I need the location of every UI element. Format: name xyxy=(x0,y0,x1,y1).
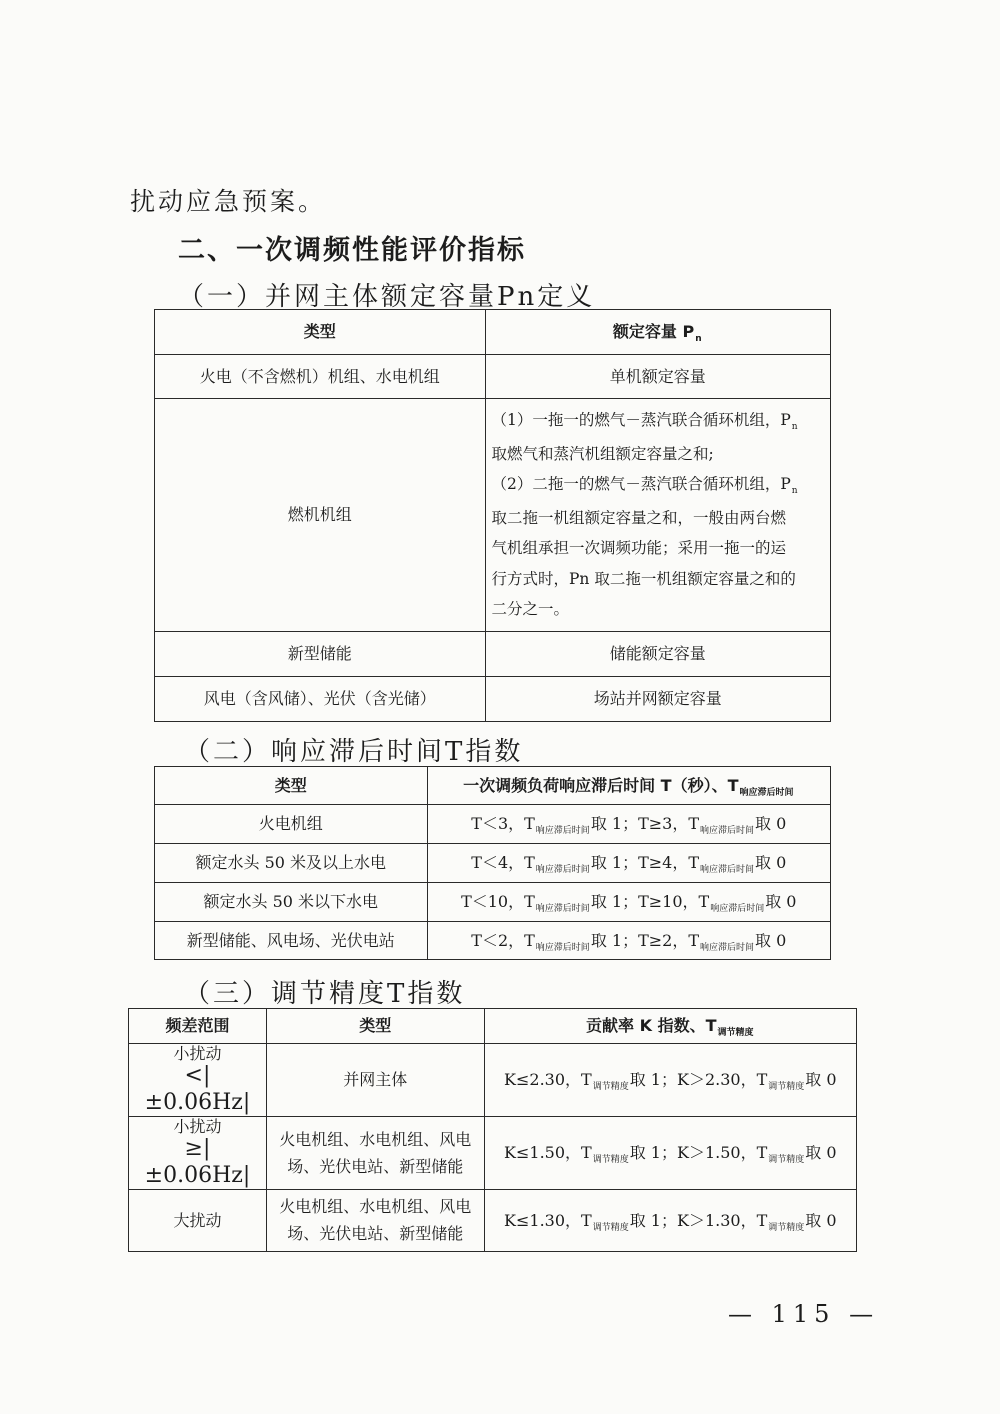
row-capacity-description: （1）一拖一的燃气－蒸汽联合循环机组，$P_n$ 取燃气和蒸汽机组额定容量之和; （2）二拖一的燃气－蒸汽联合循环机组，$P_n$ 取二拖一机组额定容量之和，一般由两台燃 气机组承担一次调频功能；采用一拖一的运 行方式时，Pn 取二拖一机组额定容量之和的 二分之一。 xyxy=(485,399,831,632)
table2-heading: （二）响应滞后时间T指数 xyxy=(184,737,524,767)
row-rule: T＜4，$T_{响应滞后时间}$取 1；T≥4，$T_{响应滞后时间}$取 0 xyxy=(427,844,830,883)
row-type: 火电（不含燃机）机组、水电机组 xyxy=(155,355,486,399)
row-type: 额定水头 50 米及以上水电 xyxy=(155,844,428,883)
row-range: 小扰动 <|±0.06Hz| xyxy=(129,1044,267,1117)
row-range: 大扰动 xyxy=(129,1189,267,1251)
table-header-row xyxy=(129,1009,857,1044)
header-lag: 一次调频负荷响应滞后时间 T（秒）、$T_{响应滞后时间}$ xyxy=(427,767,830,805)
row-rule: T＜10，$T_{响应滞后时间}$取 1；T≥10，$T_{响应滞后时间}$取 0 xyxy=(427,883,830,922)
table-row xyxy=(155,676,831,721)
row-rule: K≤1.30，$T_{调节精度}$取 1；K＞1.30，$T_{调节精度}$取 0 xyxy=(484,1189,856,1251)
row-type: 火电机组、水电机组、风电 场、光伏电站、新型储能 xyxy=(266,1189,484,1251)
row-rule: T＜2，$T_{响应滞后时间}$取 1；T≥2，$T_{响应滞后时间}$取 0 xyxy=(427,922,830,960)
header-type: 类型 xyxy=(155,767,428,805)
row-rule: K≤1.50，$T_{调节精度}$取 1；K＞1.50，$T_{调节精度}$取 0 xyxy=(484,1116,856,1189)
table-row xyxy=(155,355,831,399)
row-capacity: 单机额定容量 xyxy=(485,355,831,399)
row-type: 风电（含风储）、光伏（含光储） xyxy=(155,676,486,721)
header-type: 类型 xyxy=(266,1009,484,1044)
response-lag-table xyxy=(154,766,831,960)
row-type: 火电机组、水电机组、风电 场、光伏电站、新型储能 xyxy=(266,1116,484,1189)
row-rule: T＜3，$T_{响应滞后时间}$取 1；T≥3，$T_{响应滞后时间}$取 0 xyxy=(427,805,830,844)
table-row xyxy=(155,399,831,632)
table-row xyxy=(129,1189,857,1251)
table-row xyxy=(155,844,831,883)
section-title: 二、一次调频性能评价指标 xyxy=(178,235,526,266)
regulation-accuracy-table xyxy=(128,1008,857,1252)
pn-definition-table xyxy=(154,309,831,722)
table-header-row xyxy=(155,767,831,805)
row-type: 新型储能 xyxy=(155,631,486,676)
row-capacity: 场站并网额定容量 xyxy=(485,676,831,721)
row-rule: K≤2.30，$T_{调节精度}$取 1；K＞2.30，$T_{调节精度}$取 0 xyxy=(484,1044,856,1117)
row-type: 新型储能、风电场、光伏电站 xyxy=(155,922,428,960)
table-row xyxy=(155,805,831,844)
row-type: 燃机机组 xyxy=(155,399,486,632)
row-type: 火电机组 xyxy=(155,805,428,844)
table3-heading: （三）调节精度T指数 xyxy=(184,979,466,1009)
table-row xyxy=(129,1044,857,1117)
table-header-row xyxy=(155,310,831,355)
header-capacity: 额定容量 $P_n$ xyxy=(485,310,831,355)
table1-heading: （一）并网主体额定容量Pn定义 xyxy=(178,282,596,312)
row-type: 额定水头 50 米以下水电 xyxy=(155,883,428,922)
table-row xyxy=(155,883,831,922)
table-row xyxy=(129,1116,857,1189)
header-type: 类型 xyxy=(155,310,486,355)
lead-text: 扰动应急预案。 xyxy=(130,187,327,216)
row-range: 小扰动 ≥|±0.06Hz| xyxy=(129,1116,267,1189)
table-row xyxy=(155,631,831,676)
table-row xyxy=(155,922,831,960)
page-number: — 115 — xyxy=(728,1300,880,1328)
header-contribution: 贡献率 K 指数、$T_{调节精度}$ xyxy=(484,1009,856,1044)
header-range: 频差范围 xyxy=(129,1009,267,1044)
row-type: 并网主体 xyxy=(266,1044,484,1117)
row-capacity: 储能额定容量 xyxy=(485,631,831,676)
